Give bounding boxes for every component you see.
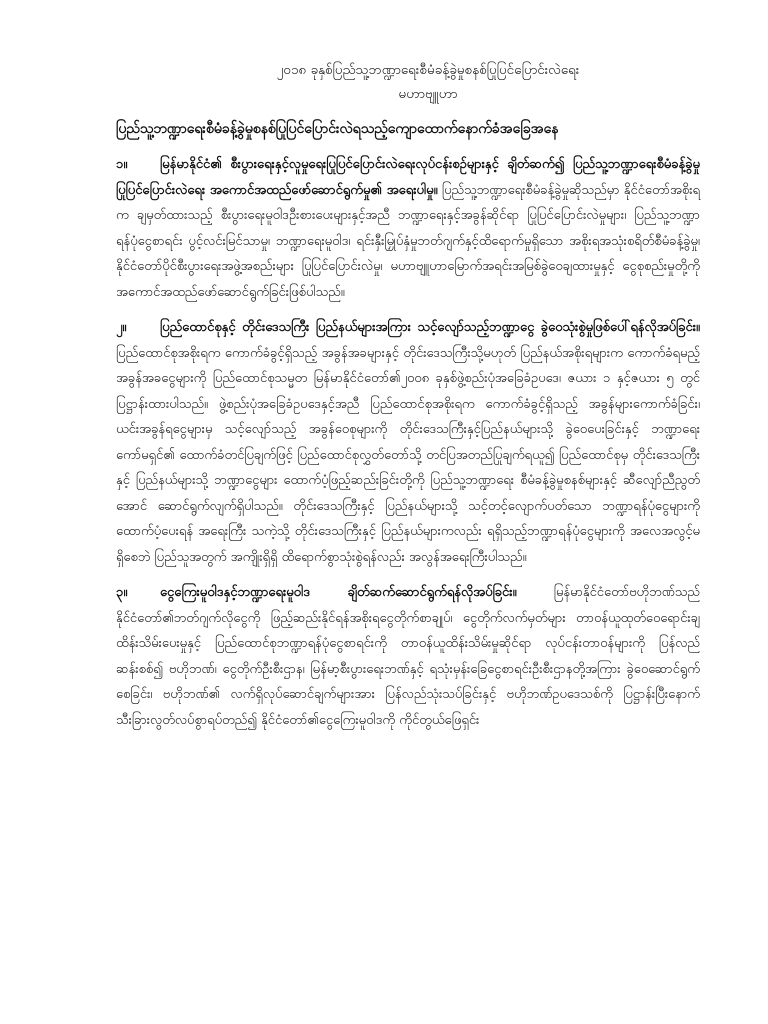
- paragraph-heading: ပြည်ထောင်စုနှင့် တိုင်းဒေသကြီး ပြည်နယ်များအကြား သင့်လျော်သည့်ဘဏ္ဍာငွေ ခွဲဝေသုံးစွဲမှုဖြစ်ပေါ်ရန်လိုအပ်ခြင်း။: [160, 320, 700, 335]
- paragraph-3: [116, 580, 700, 733]
- paragraph-heading: မြန်မာနိုင်ငံ၏ စီးပွားရေးနှင့်လူမှုရေးပြုပြင်ပြောင်းလဲရေးလုပ်ငန်းစဉ်များနှင့် ချိတ်ဆက်၍ ပြည်သူ့ဘဏ္ဍာရေးစီမံခန့်ခွဲမှု ပြုပြင်ပြောင်းလဲရေး အကောင်အထည်ဖော်ဆောင်ရွက်မှု၏ အရေးပါမှု။: [116, 157, 700, 198]
- paragraph-number: ၁။: [116, 157, 128, 172]
- document-header: [156, 58, 700, 106]
- section-title: ပြည်သူ့ဘဏ္ဍာရေးစီမံခန့်ခွဲမှုစနစ်ပြုပြင်ပြောင်းလဲရသည့်ကျောထောက်နောက်ခံအခြေအနေ: [116, 121, 559, 137]
- header-line-strategy-title: ၂၀၁၈ ခုနှစ်ပြည်သူ့ဘဏ္ဍာရေးစီမံခန့်ခွဲမှုစနစ်ပြုပြင်ပြောင်းလဲရေး: [276, 62, 580, 78]
- paragraph-body: ပြည်ထောင်စုအစိုးရက ကောက်ခံခွင့်ရှိသည့် အခွန်အခများနှင့် တိုင်းဒေသကြီးသို့မဟုတ် ပြည်နယ်အစိုးရများက ကောက်ခံရမည့်အခွန်အခငွေများကို ပြည်ထောင်စုသမ္မတ မြန်မာနိုင်ငံတော်၏၂၀၀၈ ခုနှစ်ဖွဲ့စည်းပုံအခြေခံဥပဒေ၊ ဇယား ၁ နှင့်ဇယား ၅ တွင် ပြဋ္ဌာန်းထားပါသည်။ ဖွဲ့စည်းပုံအခြေခံဥပဒေနှင့်အညီ ပြည်ထောင်စုအစိုးရက ကောက်ခံခွင့်ရှိသည့် အခွန်များကောက်ခံခြင်း၊ ယင်းအခွန်ရငွေများမှ သင့်လျော်သည့် အခွန်ဝေစုများကို တိုင်းဒေသကြီးနှင့်ပြည်နယ်များသို့ ခွဲဝေပေးခြင်းနှင့် ဘဏ္ဍာရေးကော်မရှင်၏ ထောက်ခံတင်ပြချက်ဖြင့် ပြည်ထောင်စုလွှတ်တော်သို့ တင်ပြအတည်ပြုချက်ရယူ၍ ပြည်ထောင်စုမှ တိုင်းဒေသကြီးနှင့် ပြည်နယ်များသို့ ဘဏ္ဍာငွေများ ထောက်ပံ့ဖြည့်ဆည်းခြင်းတို့ကို ပြည်သူ့ဘဏ္ဍာရေး စီမံခန့်ခွဲမှုစနစ်များနှင့် ဆီလျော်ညီညွတ်အောင် ဆောင်ရွက်လျက်ရှိပါသည်။ တိုင်းဒေသကြီးနှင့် ပြည်နယ်များသို့ သင့်တင့်လျောက်ပတ်သော ဘဏ္ဍာရန်ပုံငွေများကို ထောက်ပံ့ပေးရန် အရေးကြီး သကဲ့သို့ တိုင်းဒေသကြီးနှင့် ပြည်နယ်များကလည်း ရရှိသည့်ဘဏ္ဍာရန်ပုံငွေများကို အလေအလွင့်မရှိစေဘဲ ပြည်သူအတွက် အကျိုးရှိရှိ ထိရောက်စွာသုံးစွဲရန်လည်း အလွန်အရေးကြီးပါသည်။: [116, 345, 700, 565]
- paragraph-number: ၂။: [116, 320, 127, 335]
- paragraph-2: [116, 315, 700, 570]
- paragraph-body: မြန်မာနိုင်ငံတော်ဗဟိုဘဏ်သည် နိုင်ငံတော်၏ဘတ်ဂျက်လိုငွေကို ဖြည့်ဆည်းနိုင်ရန်အစိုးရငွေတိုက်စာချုပ်၊ ငွေတိုက်လက်မှတ်များ တာဝန်ယူထုတ်ဝေရောင်းချထိန်းသိမ်းပေးမှုနှင့် ပြည်ထောင်စုဘဏ္ဍာရန်ပုံငွေစာရင်းကို တာဝန်ယူထိန်းသိမ်းမှုဆိုင်ရာ လုပ်ငန်းတာဝန်များကို ပြန်လည်ဆန်းစစ်၍ ဗဟိုဘဏ်၊ ငွေတိုက်ဦးစီးဌာန၊ မြန်မာ့စီးပွားရေးဘဏ်နှင့် ရသုံးမှန်းခြေငွေစာရင်းဦးစီးဌာနတို့အကြား ခွဲဝေဆောင်ရွက်စေခြင်း၊ ဗဟိုဘဏ်၏ လက်ရှိလုပ်ဆောင်ချက်များအား ပြန်လည်သုံးသပ်ခြင်းနှင့် ဗဟိုဘဏ်ဥပဒေသစ်ကို ပြဋ္ဌာန်းပြီးနောက် သီးခြားလွတ်လပ်စွာရပ်တည်၍ နိုင်ငံတော်၏ငွေကြေးမူဝါဒကို ကိုင်တွယ်ဖြေရှင်း: [116, 585, 700, 728]
- paragraph-number: ၃။: [116, 585, 128, 600]
- header-line-strategy-label: မဟာဗျူဟာ: [398, 86, 458, 102]
- paragraph-heading: ငွေကြေးမူဝါဒနှင့်ဘဏ္ဍာရေးမူဝါဒ ချိတ်ဆက်ဆောင်ရွက်ရန်လိုအပ်ခြင်း။: [160, 585, 517, 600]
- paragraph-1: [116, 152, 700, 305]
- paragraph-body: ပြည်သူ့ဘဏ္ဍာရေးစီမံခန့်ခွဲမှုဆိုသည်မှာ နိုင်ငံတော်အစိုးရက ချမှတ်ထားသည့် စီးပွားရေးမူဝါဒဦးစားပေးများနှင့်အညီ ဘဏ္ဍာရေးနှင့်အခွန်ဆိုင်ရာ ပြုပြင်ပြောင်းလဲမှုများ၊ ပြည်သူ့ဘဏ္ဍာရန်ပုံငွေစာရင်း ပွင့်လင်းမြင်သာမှု၊ ဘဏ္ဍာရေးမူဝါဒ၊ ရင်းနှီးမြှုပ်နှံမှုဘတ်ဂျက်နှင့်ထိရောက်မှုရှိသော အစိုးရအသုံးစရိတ်စီမံခန့်ခွဲမှု၊ နိုင်ငံတော်ပိုင်စီးပွားရေးအဖွဲ့အစည်းများ ပြုပြင်ပြောင်းလဲမှု၊ မဟာဗျူဟာမြောက်အရင်းအမြစ်ခွဲဝေချထားမှုနှင့် ငွေစုစည်းမှုတို့ကို အကောင်အထည်ဖော်ဆောင်ရွက်ခြင်းဖြစ်ပါသည်။: [116, 182, 700, 300]
